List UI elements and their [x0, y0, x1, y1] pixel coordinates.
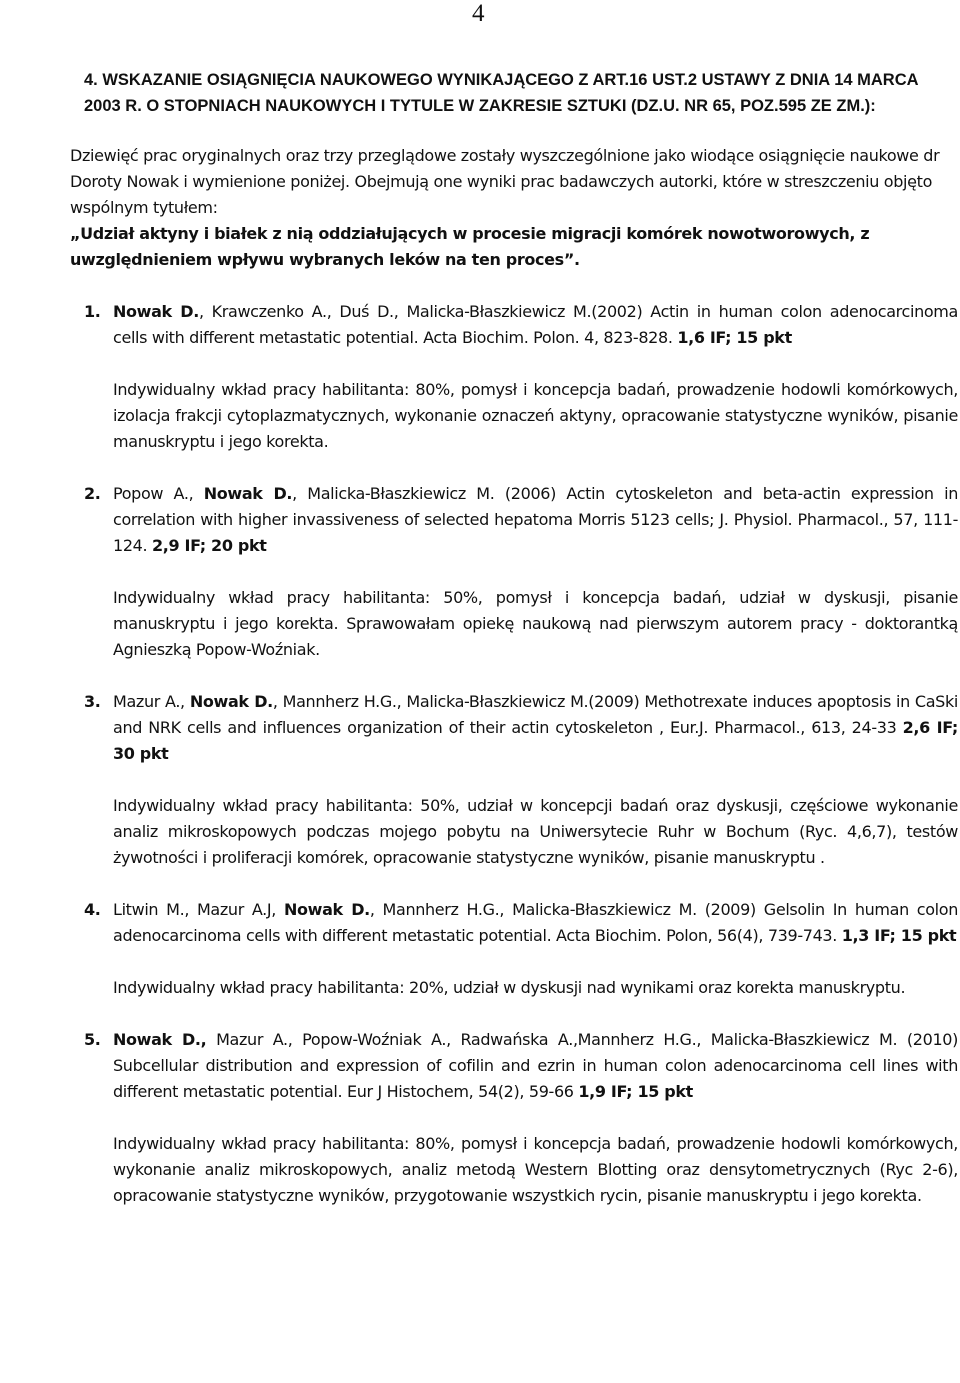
publication-citation	[113, 299, 958, 351]
highlighted-author: Nowak D.	[113, 302, 199, 321]
list-item	[70, 897, 958, 1001]
contribution-text: Indywidualny wkład pracy habilitanta: 20%, udział w dyskusji nad wynikami oraz korekta manuskryptu.	[113, 978, 906, 997]
contribution-text: Indywidualny wkład pracy habilitanta: 50%, pomysł i koncepcja badań, udział w dyskusji, pisanie manuskryptu i jego korekta. Sprawowałam opiekę naukową nad pierwszym autorem pracy - doktorantką Agnieszką Popow-Woźniak.	[113, 588, 958, 659]
publication-citation	[113, 689, 958, 767]
impact-score: 1,3 IF; 15 pkt	[841, 926, 957, 945]
contribution-text: Indywidualny wkład pracy habilitanta: 80%, pomysł i koncepcja badań, prowadzenie hodowli komórkowych, izolacja frakcji cytoplazmatycznych, wykonanie oznaczeń aktyny, opracowanie statystyczne wyników, pisanie manuskryptu i jego korekta.	[113, 380, 958, 451]
page-number: 4	[472, 0, 485, 27]
co-authors: Mazur A., Popow-Woźniak A., Radwańska A.,Mannherz H.G., Malicka-Błaszkiewicz M.	[206, 1030, 907, 1049]
publication-number: 3.	[84, 692, 101, 711]
authors: Mazur A.,	[113, 692, 190, 711]
citation-details: (2009) Methotrexate induces apoptosis in CaSki and NRK cells and influences organization of their actin cytoskeleton , Eur.J. Pharmacol., 613, 24-33	[113, 692, 958, 737]
authors: Popow A.,	[113, 484, 204, 503]
citation-details: (2002) Actin in human colon adenocarcinoma cells with different metastatic potential. Acta Biochim. Polon. 4, 823-828.	[113, 302, 958, 347]
publication-citation	[113, 1027, 958, 1105]
highlighted-author: Nowak D.,	[113, 1030, 207, 1049]
list-item	[70, 481, 958, 663]
contribution-text: Indywidualny wkład pracy habilitanta: 50%, udział w koncepcji badań oraz dyskusji, częściowe wykonanie analiz mikroskopowych podczas mojego pobytu na Uniwersytecie Ruhr w Bochum (Ryc. 4,6,7), testów żywotności i proliferacji komórek, opracowanie statystyczne wyników, pisanie manuskryptu .	[113, 796, 958, 867]
impact-score: 1,9 IF; 15 pkt	[578, 1082, 693, 1101]
authors: Litwin M., Mazur A.J,	[113, 900, 284, 919]
list-item	[70, 689, 958, 871]
list-item	[70, 299, 958, 455]
document-body	[70, 143, 958, 1235]
citation-details: (2006) Actin cytoskeleton and beta-actin expression in correlation with higher invassiveness of selected hepatoma Morris 5123 cells; J. Physiol. Pharmacol., 57, 111-124.	[113, 484, 958, 555]
highlighted-author: Nowak D.	[189, 692, 273, 711]
contribution-text: Indywidualny wkład pracy habilitanta: 80%, pomysł i koncepcja badań, prowadzenie hodowli komórkowych, wykonanie analiz mikroskopowych, analiz metodą Western Blotting oraz densytometrycznych (Ryc 2-6), opracowanie statystyczne wyników, przygotowanie wszystkich rycin, pisanie manuskryptu i jego korekta.	[113, 1134, 958, 1205]
co-authors: , Krawczenko A., Duś D., Malicka-Błaszkiewicz M.	[198, 302, 592, 321]
publication-citation	[113, 897, 958, 949]
citation-details: (2010) Subcellular distribution and expression of cofilin and ezrin in human colon adenocarcinoma cell lines with different metastatic potential. Eur J Histochem, 54(2), 59-66	[113, 1030, 958, 1101]
impact-score: 1,6 IF; 15 pkt	[677, 328, 792, 347]
impact-score: 2,6 IF; 30 pkt	[113, 718, 958, 763]
highlighted-author: Nowak D.	[203, 484, 293, 503]
intro-text: Dziewięć prac oryginalnych oraz trzy przeglądowe zostały wyszczególnione jako wiodące osiągnięcie naukowe dr Doroty Nowak i wymienione poniżej. Obejmują one wyniki prac badawczych autorki, które w streszczeniu objęto wspólnym tytułem:	[70, 146, 940, 217]
highlighted-author: Nowak D.	[283, 900, 370, 919]
publication-list	[70, 299, 958, 1209]
co-authors: , Malicka-Błaszkiewicz M.	[292, 484, 505, 503]
co-authors: , Mannherz H.G., Malicka-Błaszkiewicz M.	[369, 900, 705, 919]
summary-title: „Udział aktyny i białek z nią oddziałujących w procesie migracji komórek nowotworowych, z uwzględnieniem wpływu wybranych leków na ten proces”.	[70, 224, 870, 269]
publication-citation	[113, 481, 958, 559]
section-heading: 4. WSKAZANIE OSIĄGNIĘCIA NAUKOWEGO WYNIKAJĄCEGO Z ART.16 UST.2 USTAWY Z DNIA 14 MARCA 2003 R. O STOPNIACH NAUKOWYCH I TYTULE W ZAKRESIE SZTUKI (DZ.U. NR 65, POZ.595 ZE ZM.):	[84, 71, 918, 115]
impact-score: 2,9 IF; 20 pkt	[151, 536, 267, 555]
publication-number: 5.	[84, 1030, 101, 1049]
list-item	[70, 1027, 958, 1209]
co-authors: , Mannherz H.G., Malicka-Błaszkiewicz M.	[272, 692, 589, 711]
publication-number: 2.	[84, 484, 101, 503]
publication-number: 4.	[84, 900, 101, 919]
publication-number: 1.	[84, 302, 101, 321]
intro-paragraph	[70, 143, 958, 273]
citation-details: (2009) Gelsolin In human colon adenocarcinoma cells with different metastatic potential. Acta Biochim. Polon, 56(4), 739-743.	[113, 900, 959, 945]
